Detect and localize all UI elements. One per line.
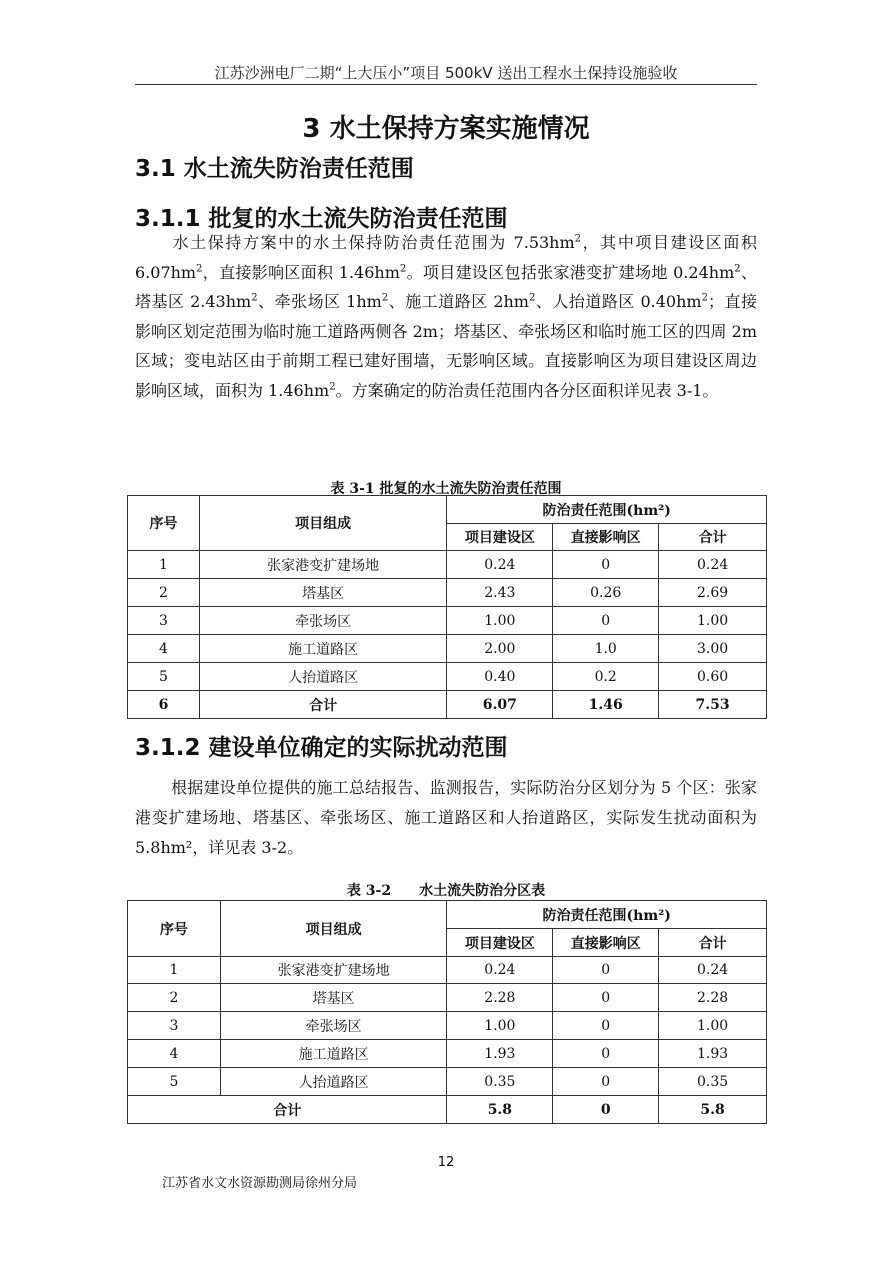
table-3-1-caption: 表 3-1 批复的水土流失防治责任范围 [330,481,562,497]
table-row [128,984,767,1012]
cell-no: 6 [128,691,200,719]
header-total: 合计 [659,929,767,957]
cell-construction: 0.35 [447,1068,553,1096]
page-number: 12 [437,1155,455,1170]
cell-no: 2 [128,984,221,1012]
cell-no: 2 [128,579,200,607]
cell-item: 人抬道路区 [199,663,447,691]
running-header: 江苏沙洲电厂二期“上大压小”项目 500kV 送出工程水土保持设施验收 [214,64,678,82]
cell-direct: 0.26 [553,579,659,607]
cell-total: 0.60 [659,663,767,691]
header-no: 序号 [128,901,221,957]
cell-direct: 0 [553,984,659,1012]
table-row [128,957,767,984]
table-total-row [128,1096,767,1124]
cell-no: 3 [128,607,200,635]
cell-no: 1 [128,551,200,579]
cell-construction: 1.00 [447,1012,553,1040]
cell-item: 塔基区 [199,579,447,607]
header-item: 项目组成 [199,496,447,551]
cell-item: 合计 [199,691,447,719]
header-range: 防治责任范围(hm²) [447,496,767,524]
cell-total: 2.69 [659,579,767,607]
cell-no: 3 [128,1012,221,1040]
header-direct: 直接影响区 [553,929,659,957]
header-construction: 项目建设区 [447,929,553,957]
cell-construction: 0.24 [447,957,553,984]
table-row [128,635,767,663]
cell-total: 1.93 [659,1040,767,1068]
cell-construction: 6.07 [447,691,553,719]
table-3-1 [127,495,767,719]
cell-construction: 2.28 [447,984,553,1012]
table-row [128,1068,767,1096]
header-total: 合计 [659,524,767,551]
cell-no: 4 [128,635,200,663]
cell-item: 牵张场区 [199,607,447,635]
cell-direct: 0 [553,957,659,984]
header-no: 序号 [128,496,200,551]
table-row [128,1012,767,1040]
cell-item: 施工道路区 [220,1040,447,1068]
cell-no: 5 [128,663,200,691]
cell-direct: 0 [553,607,659,635]
cell-direct: 1.46 [553,691,659,719]
section-heading-3-1-2: 3.1.2 建设单位确定的实际扰动范围 [135,735,508,761]
cell-total: 1.00 [659,607,767,635]
cell-no: 1 [128,957,221,984]
cell-item: 牵张场区 [220,1012,447,1040]
cell-item: 塔基区 [220,984,447,1012]
header-item: 项目组成 [220,901,447,957]
header-construction: 项目建设区 [447,524,553,551]
cell-total: 2.28 [659,984,767,1012]
section-heading-3-1-1: 3.1.1 批复的水土流失防治责任范围 [135,206,508,232]
cell-item: 张家港变扩建场地 [199,551,447,579]
table-3-2-caption: 表 3-2 水土流失防治分区表 [346,883,546,899]
section-heading-3-1: 3.1 水土流失防治责任范围 [135,156,414,182]
cell-construction: 5.8 [447,1096,553,1124]
cell-construction: 0.40 [447,663,553,691]
cell-construction: 1.93 [447,1040,553,1068]
cell-total-label: 合计 [128,1096,447,1124]
cell-direct: 0 [553,1012,659,1040]
table-row [128,663,767,691]
cell-construction: 1.00 [447,607,553,635]
cell-direct: 0 [553,1068,659,1096]
cell-direct: 0 [553,1040,659,1068]
cell-construction: 2.43 [447,579,553,607]
table-row [128,1040,767,1068]
cell-direct: 0 [553,551,659,579]
table-row [128,607,767,635]
cell-construction: 0.24 [447,551,553,579]
chapter-title: 3 水土保持方案实施情况 [302,114,590,144]
cell-no: 4 [128,1040,221,1068]
cell-total: 0.35 [659,1068,767,1096]
header-range: 防治责任范围(hm²) [447,901,767,929]
cell-construction: 2.00 [447,635,553,663]
cell-item: 施工道路区 [199,635,447,663]
cell-total: 3.00 [659,635,767,663]
page-footer: 江苏省水文水资源勘测局徐州分局 [162,1176,358,1191]
cell-direct: 0 [553,1096,659,1124]
table-row [128,551,767,579]
cell-no: 5 [128,1068,221,1096]
cell-item: 人抬道路区 [220,1068,447,1096]
cell-total: 0.24 [659,957,767,984]
cell-direct: 0.2 [553,663,659,691]
table-row [128,579,767,607]
cell-total: 5.8 [659,1096,767,1124]
paragraph-3-1-1: 水土保持方案中的水土保持防治责任范围为 $7.53hm^2$，其中项目建设区面积 $6.07hm^2$，直接影响区面积 $1.46hm^2$。项目建设区包括张家港变扩建场地 $0.24hm^2$、塔基区 $2.43hm^2$、牵张场区 $1hm^2$、施工道路区 $2hm^2$、人抬道路区 $0.40hm^2$；直接影响区划定范围为临时施工道路两侧各 2m；塔基区、牵张场区和临时施工区的四周 2m 区域；变电站区由于前期工程已建好围墙，无影响区域。直接影响区为项目建设区周边影响区域，面积为 $1.46hm^2$。方案确定的防治责任范围内各分区面积详见表 3-1。 [135,233,757,400]
cell-total: 7.53 [659,691,767,719]
table-total-row [128,691,767,719]
cell-total: 0.24 [659,551,767,579]
cell-direct: 1.0 [553,635,659,663]
paragraph-3-1-2: 根据建设单位提供的施工总结报告、监测报告，实际防治分区划分为 5 个区：张家港变扩建场地、塔基区、牵张场区、施工道路区和人抬道路区，实际发生扰动面积为 5.8hm²，详见表 3-2。 [135,778,757,857]
cell-total: 1.00 [659,1012,767,1040]
header-rule [135,84,757,85]
table-3-2 [127,900,767,1124]
header-direct: 直接影响区 [553,524,659,551]
cell-item: 张家港变扩建场地 [220,957,447,984]
